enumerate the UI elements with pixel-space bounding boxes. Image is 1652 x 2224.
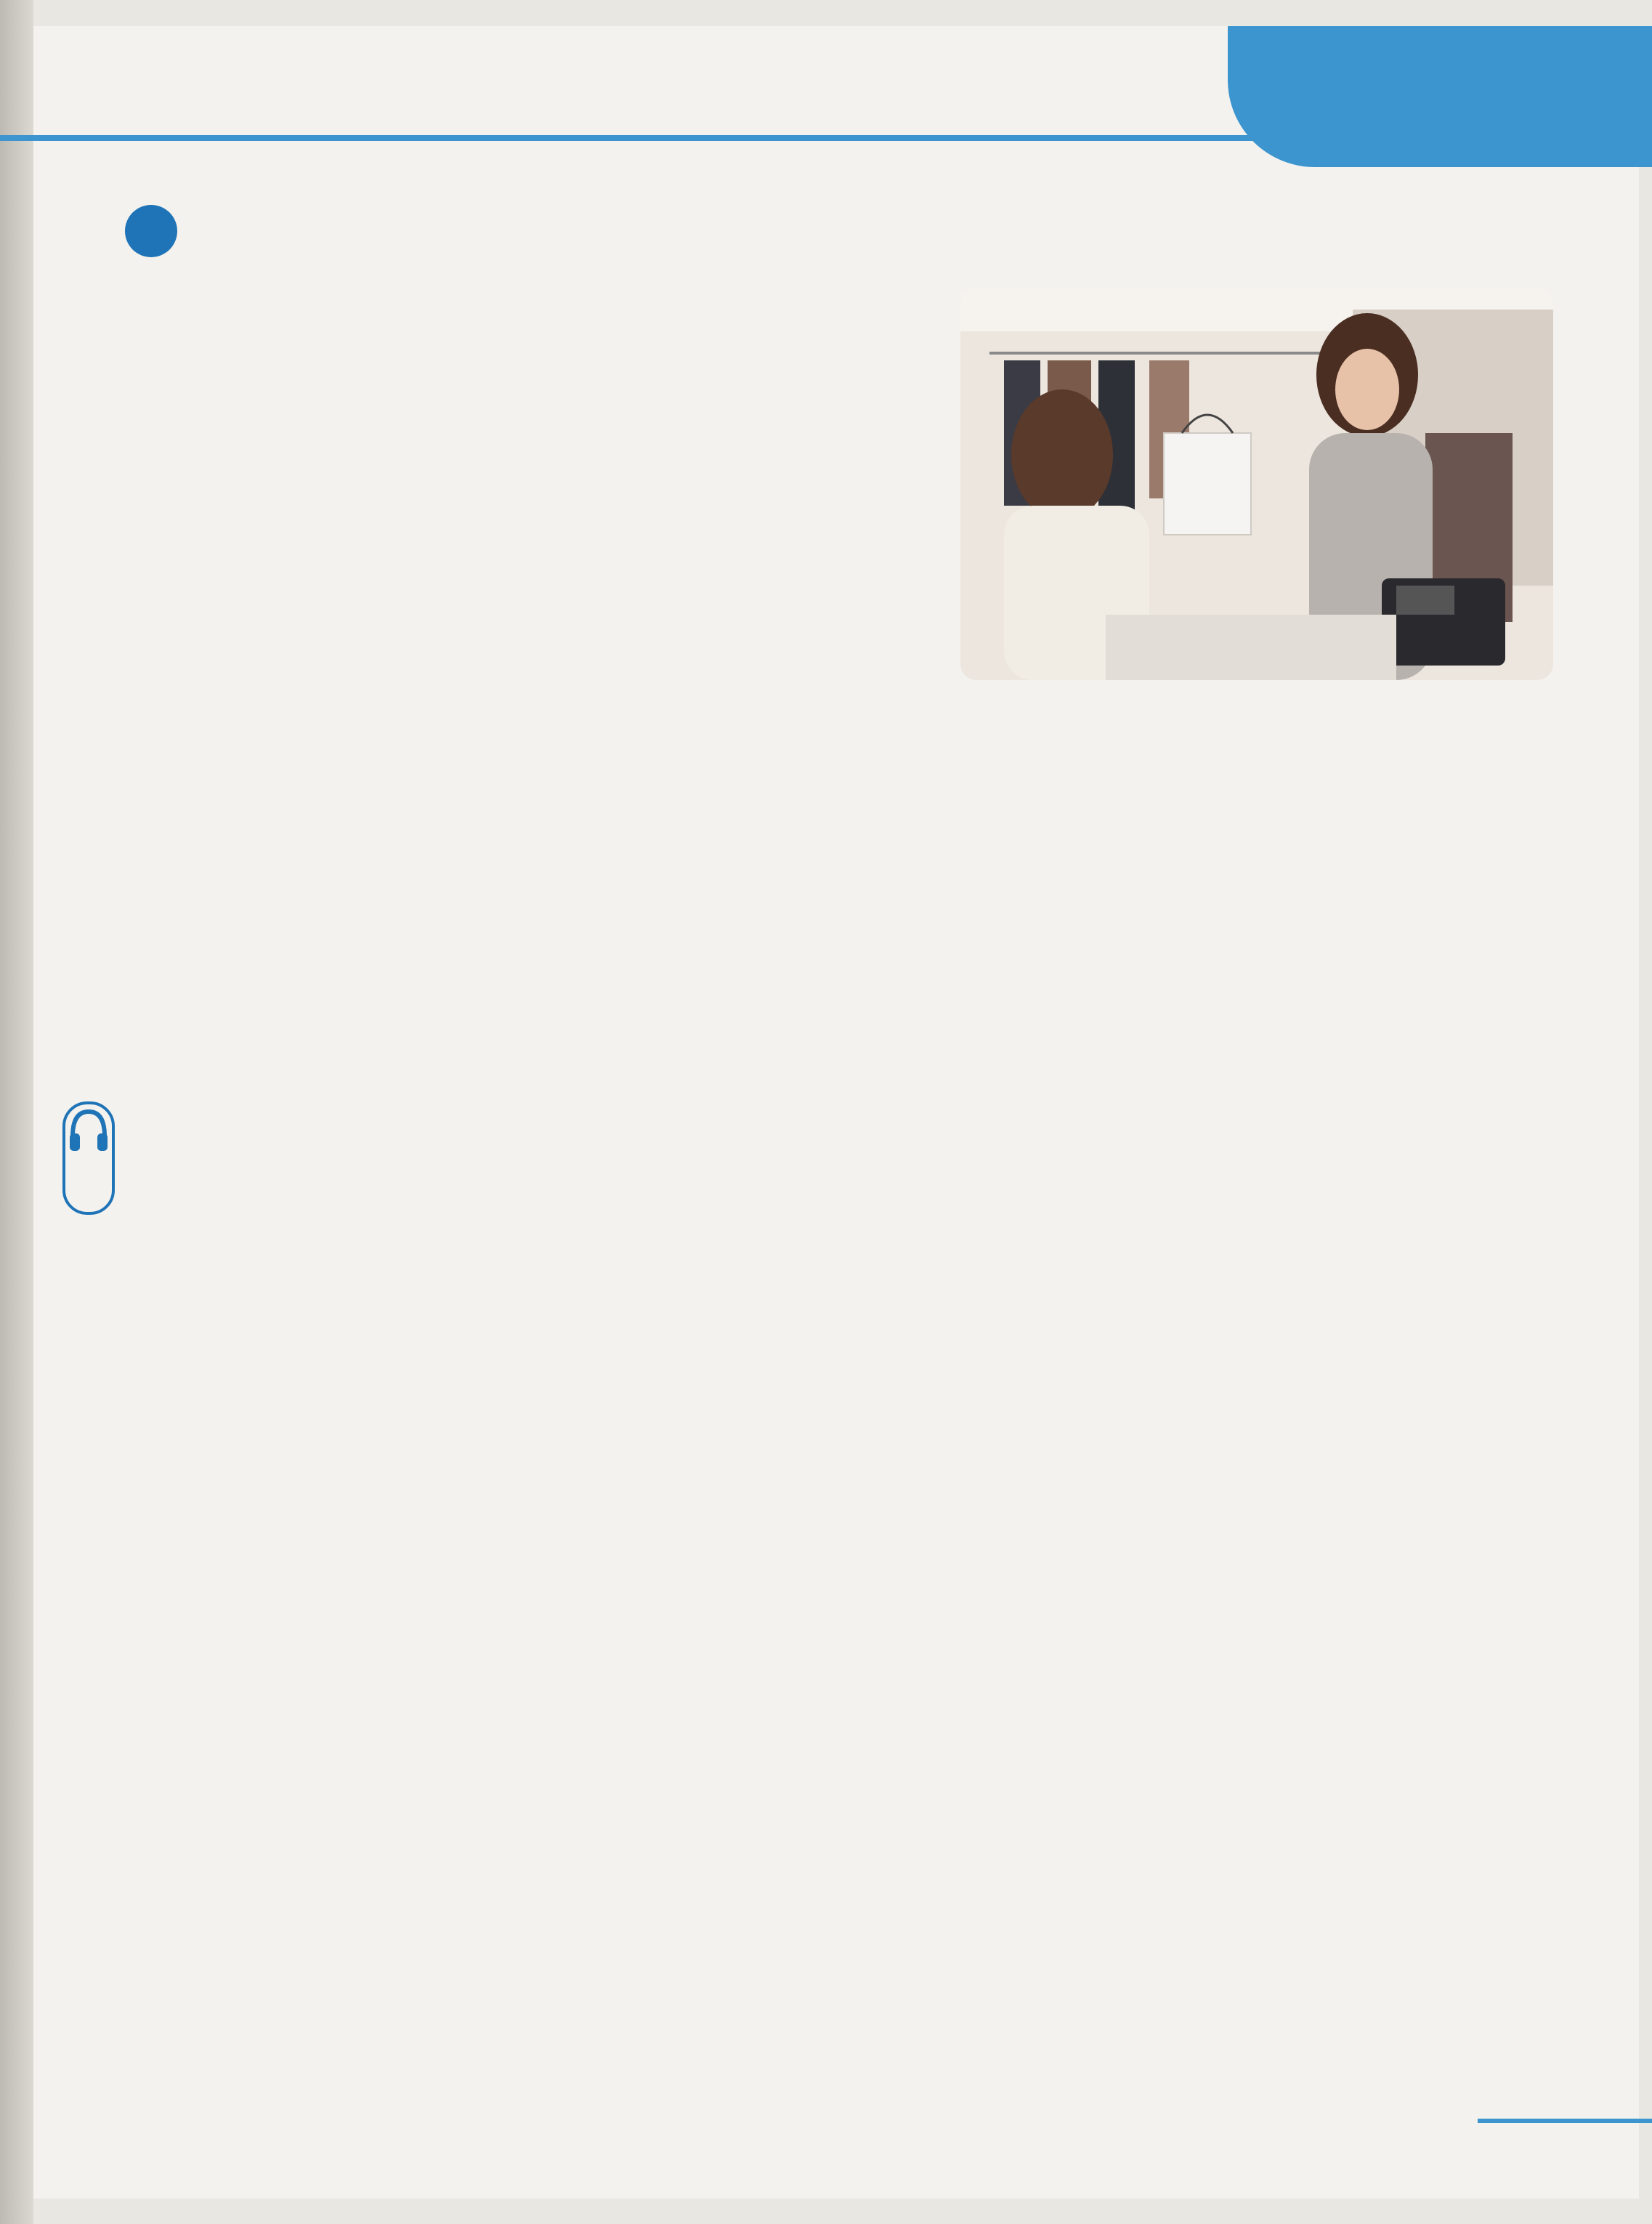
exercise-number-badge [125, 205, 177, 257]
dialog-intro-line [124, 1221, 128, 1258]
headphones-glyph [65, 1104, 112, 1162]
shop-photo [960, 288, 1553, 680]
header-rule [0, 135, 1264, 141]
lektion-tab [1228, 26, 1652, 167]
book-spine-shadow [0, 0, 33, 2224]
shop-photo-illustration [960, 288, 1553, 680]
page-number-rule [1478, 2119, 1652, 2123]
headphones-icon [62, 1101, 115, 1215]
dialog-intro-line [124, 1171, 128, 1209]
